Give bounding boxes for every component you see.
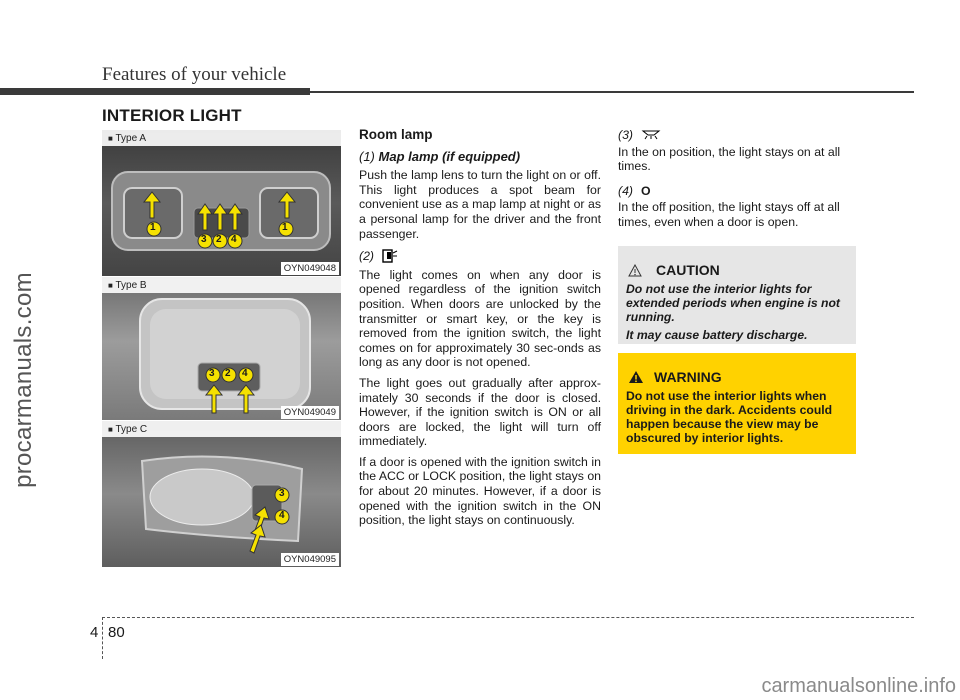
photo-code: OYN049095 bbox=[281, 553, 339, 566]
room-lamp-section bbox=[359, 128, 601, 534]
header-bar bbox=[0, 88, 310, 95]
photo-type-label: ■ Type C bbox=[108, 424, 148, 435]
callout-1: 1 bbox=[282, 222, 288, 233]
door-mode-heading: (2) bbox=[359, 249, 601, 264]
door-mode-text-2: The light goes out gradually after approx-imately 30 seconds if the door is closed. However, if the ignition switch is ON or all doors are locked, the light will turn off immediately. bbox=[359, 375, 601, 449]
warning-body: Do not use the interior lights when driving in the dark. Accidents could happen because the view may be obscured by interior lights. bbox=[626, 389, 833, 445]
side-watermark bbox=[4, 100, 44, 660]
callout-3: 3 bbox=[209, 368, 215, 379]
caution-body-2: It may cause battery discharge. bbox=[626, 328, 808, 342]
warning-triangle-icon bbox=[628, 370, 644, 384]
photo-type-c bbox=[102, 421, 341, 567]
caution-body-1: Do not use the interior lights for extended periods when engine is not running. bbox=[626, 282, 840, 324]
on-mode-heading: (3) bbox=[618, 128, 858, 143]
callout-4: 4 bbox=[279, 510, 285, 521]
footer-divider bbox=[102, 617, 103, 659]
callout-1: 1 bbox=[150, 222, 156, 233]
footer-rule bbox=[102, 617, 914, 618]
door-mode-text-1: The light comes on when any door is opened regardless of the ignition switch position. When doors are unlocked by the transmitter or smart key, or the key is removed from the ignition switch, the light comes on for approximately 30 sec-onds as long as any door is not opened. bbox=[359, 267, 601, 370]
photo-code: OYN049048 bbox=[281, 262, 339, 275]
warning-box bbox=[618, 353, 856, 454]
map-lamp-heading: (1) Map lamp (if equipped) bbox=[359, 148, 521, 164]
photo-type-label: ■ Type B bbox=[108, 280, 147, 291]
side-lamp-illustration bbox=[102, 421, 341, 567]
callout-4: 4 bbox=[231, 234, 237, 245]
callout-2: 2 bbox=[225, 368, 231, 379]
overhead-console-illustration bbox=[102, 130, 341, 276]
page-number: 80 bbox=[108, 624, 125, 641]
caution-header bbox=[626, 254, 848, 278]
warning-header bbox=[626, 361, 848, 385]
callout-3: 3 bbox=[279, 488, 285, 499]
lamp-modes-section bbox=[618, 128, 858, 240]
section-title: INTERIOR LIGHT bbox=[102, 106, 242, 125]
photo-type-label: ■ Type A bbox=[108, 133, 147, 144]
door-lamp-icon bbox=[382, 249, 398, 263]
callout-2: 2 bbox=[216, 234, 222, 245]
off-symbol: O bbox=[641, 183, 651, 198]
map-lamp-text: Push the lamp lens to turn the light on or off. This light produces a spot beam for convenient use as a map lamp at night or as a personal lamp for the driver and the front passenger. bbox=[359, 168, 601, 241]
page-header-title: Features of your vehicle bbox=[102, 64, 287, 85]
site-footer-text: carmanualsonline.info bbox=[761, 675, 956, 697]
caution-box bbox=[618, 246, 856, 344]
caution-title: CAUTION bbox=[656, 262, 720, 278]
watermark-text: procarmanuals.com bbox=[10, 272, 37, 488]
photo-code: OYN049049 bbox=[281, 406, 339, 419]
callout-3: 3 bbox=[201, 234, 207, 245]
photo-type-a bbox=[102, 130, 341, 276]
photo-type-b bbox=[102, 277, 341, 420]
room-lamp-title: Room lamp bbox=[359, 127, 433, 142]
header-rule bbox=[310, 91, 914, 93]
warning-title: WARNING bbox=[654, 369, 722, 385]
callout-4: 4 bbox=[242, 368, 248, 379]
lamp-on-icon bbox=[641, 130, 661, 140]
caution-triangle-icon bbox=[628, 264, 642, 277]
off-mode-text: In the off position, the light stays off at all times, even when a door is open. bbox=[618, 200, 840, 229]
door-mode-text-3: If a door is opened with the ignition switch in the ACC or LOCK position, the light stays on for about 20 minutes. However, if a door is opened with the ignition switch in the ON position, the light stays on continuously. bbox=[359, 454, 601, 528]
room-lamp-lens-illustration bbox=[102, 277, 341, 420]
off-mode-heading: (4) O bbox=[618, 183, 651, 198]
on-mode-text: In the on position, the light stays on at all times. bbox=[618, 144, 841, 174]
chapter-number: 4 bbox=[90, 624, 99, 641]
